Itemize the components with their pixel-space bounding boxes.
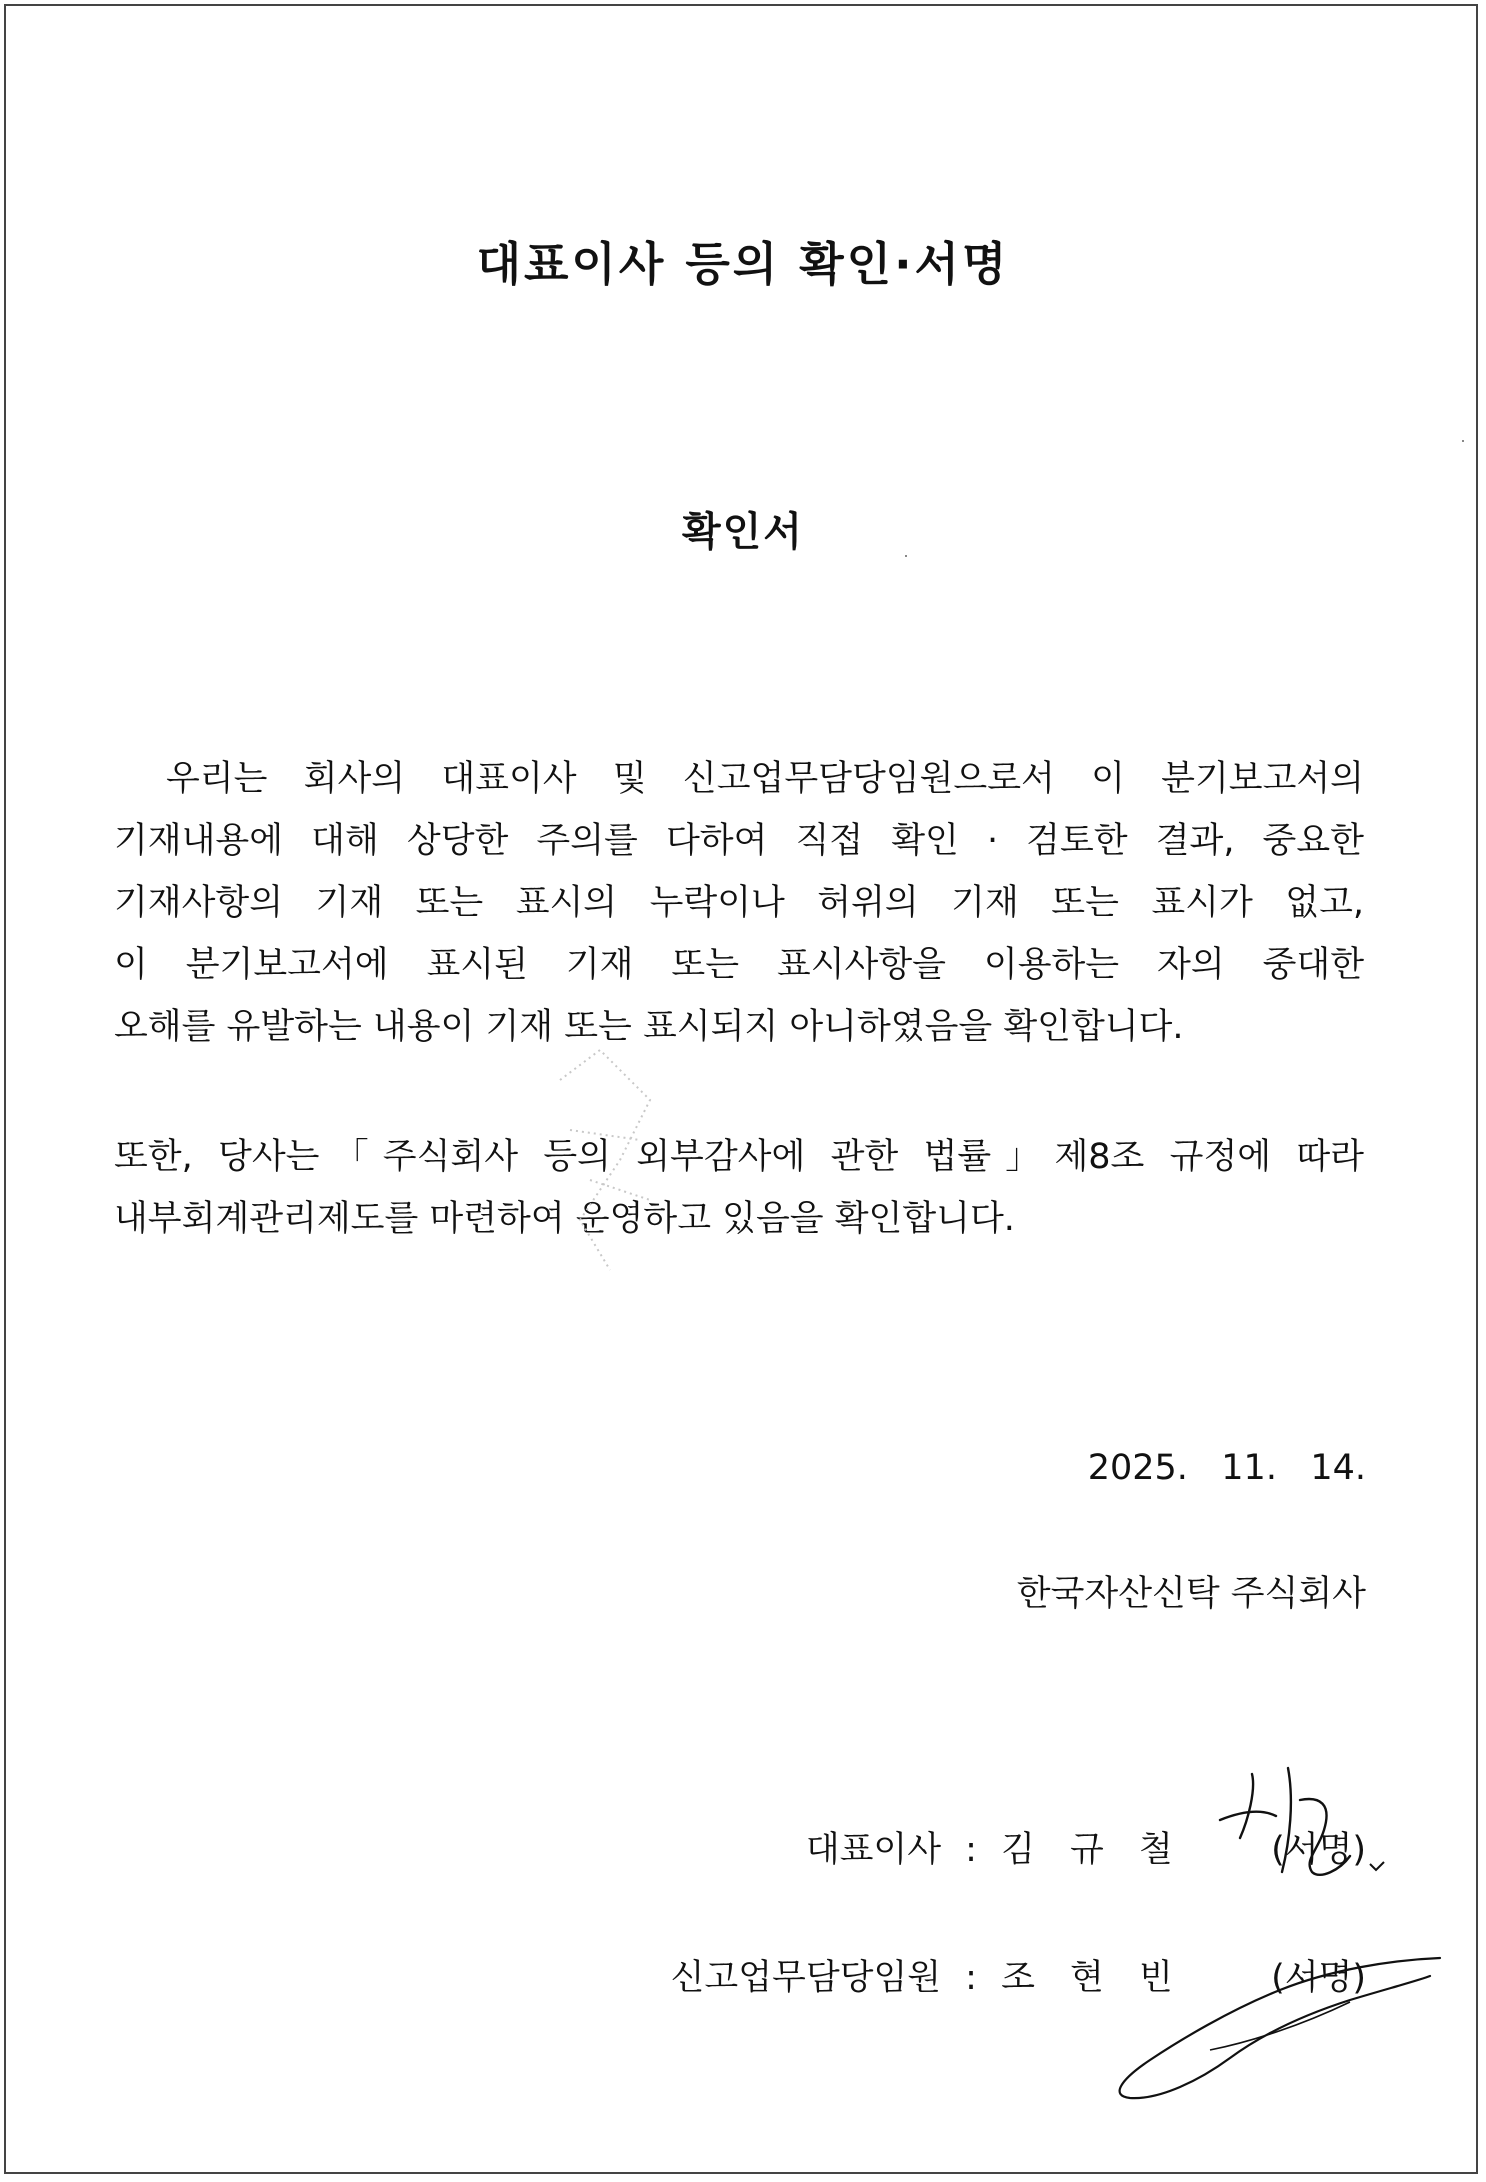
paragraph-line: 또한, 당사는「주식회사 등의 외부감사에 관한 법률」제8조 규정에 따라: [114, 1137, 1364, 1177]
signatory-colon: :: [965, 1958, 977, 1998]
paragraph-line: 우리는 회사의 대표이사 및 신고업무담당임원으로서 이 분기보고서의: [166, 759, 1364, 799]
signatory-name: 김 규 철: [1001, 1830, 1185, 1870]
signatory-role: 신고업무담당임원: [670, 1958, 942, 1998]
document-title: 대표이사 등의 확인·서명: [476, 237, 1010, 291]
scan-speck: [905, 555, 907, 557]
confirmation-paragraph: [114, 748, 1364, 1058]
internal-control-paragraph: [114, 1126, 1364, 1250]
signature-row-reporting-officer: [671, 1950, 1366, 2000]
document-subtitle: 확인서: [682, 509, 804, 555]
signature-mark-label: (서명): [1271, 1830, 1366, 1870]
paragraph-line: 기재내용에 대해 상당한 주의를 다하여 직접 확인 · 검토한 결과, 중요한: [114, 821, 1364, 861]
scan-speck: [1462, 440, 1464, 442]
document-date: 2025. 11. 14.: [1087, 1448, 1366, 1488]
signatory-role: 대표이사: [805, 1830, 942, 1870]
paragraph-line: 내부회계관리제도를 마련하여 운영하고 있음을 확인합니다.: [114, 1199, 1015, 1239]
company-name: 한국자산신탁 주식회사: [1016, 1574, 1366, 1614]
signatory-name: 조 현 빈: [1001, 1958, 1185, 1998]
paragraph-line: 이 분기보고서에 표시된 기재 또는 표시사항을 이용하는 자의 중대한: [114, 945, 1364, 985]
signature-mark-label: (서명): [1271, 1958, 1366, 1998]
paragraph-line: 오해를 유발하는 내용이 기재 또는 표시되지 아니하였음을 확인합니다.: [114, 1007, 1184, 1047]
paragraph-line: 기재사항의 기재 또는 표시의 누락이나 허위의 기재 또는 표시가 없고,: [114, 883, 1364, 923]
signature-row-ceo: [806, 1822, 1366, 1872]
signatory-colon: :: [965, 1830, 977, 1870]
